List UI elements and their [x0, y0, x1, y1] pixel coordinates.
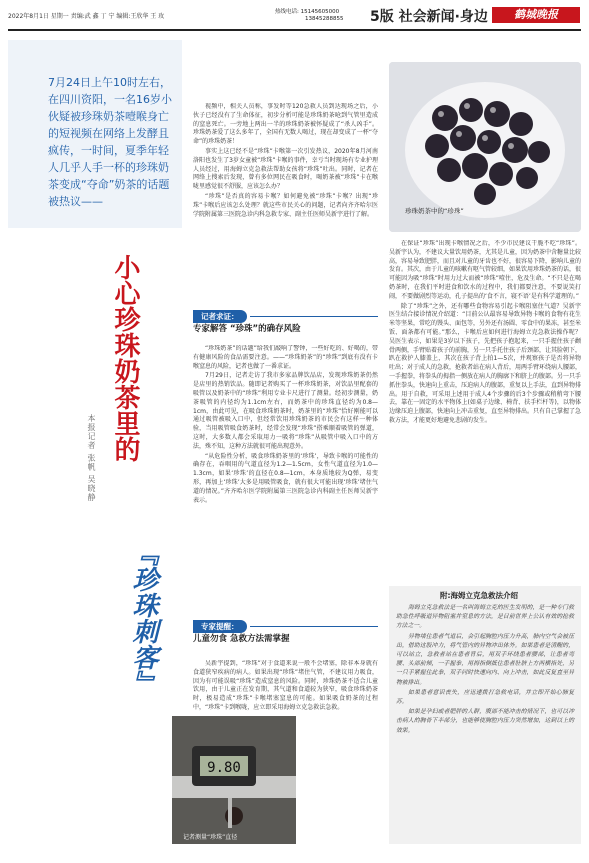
photo-caption-caliper: 记者测量“珍珠”直径 [183, 834, 238, 841]
headline-main: 小心珍珠奶茶里的 [110, 254, 140, 462]
paragraph: 吴新宇提到，“珍珠”对于食道来说一般不会堵塞，除非本身就有食道狭窄疾病的病人。如果出现“珍珠”堵住气管，不建议用力吸食，因为有可能误吸“珍珠”造成窒息的风险。同时，珍珠奶茶不适合儿童饮用，由于儿童正在发育期，其气道和食道较为狭窄，吸食珍珠奶茶时，极易造成“珍珠”卡喉堵塞窒息的可能。如果吸食奶茶的过程中，“珍珠”卡到喉咙，应立即采用海姆立克急救法急救。 [193, 660, 378, 711]
article-intro [193, 103, 378, 303]
paragraph: “珍珠奶茶”的话题”给我们敲响了警钟，一些好吃的、好喝的，带有健康风险的食品需要注意。——“珍珠奶茶”的“珍珠”到底有没有卡喉窒息的风险，记者也做了一番求证。 [193, 345, 378, 370]
paragraph: 视频中，相关人员称，事发时等120急救人员到达现场之后，小伙子已经没有了生命体征，初步分析可能是珍珠奶茶呛到气管里造成的窒息死亡。一旁地上两出一半的珍珠奶茶被怀疑成了“杀人凶手”。珍珠奶茶爱了这么多年了，全国有无数人喝过，现在却变成了一杯“夺命”的珍珠奶茶！ [193, 103, 378, 146]
paragraph: 除了“珍珠”之外，还有哪些食物容易引起卡喉阻塞住气道？吴新宇医生结合接诊情况介绍道：“目前公认最容易导致异物卡喉的食物有花生米等坚果，常吃的馒头、面包等，另外还有汤圆、零食中的果冻，甚至米饭、面条都有可能。”那么，卡喉后应如何进行海姆立克急救法操作呢？吴医生表示，如果是3岁以下孩子，先把孩子抱起来，一只手握住孩子颧骨两侧，手臂贴着孩子的前胸，另一只手托住孩子后颈部，让其脸朝下，趴在救护人膝盖上，其次在孩子背上拍1—5次，并观察孩子是否将异物吐出；对于成人的急救，抢救者站在病人背后，用两手臂环绕病人腰部，一手握拳，将拳头的拇指一侧放在病人的胸廓下和脐上的腹部。另一只手抓住拳头，快速向上重击，压迫病人的腹部，重复以上手法，直到异物排出。用于自救，可采用上述用于成人4个步骤的后3个步骤或稍稍弯下腰去，靠在一固定的水平物体上(如桌子边缘、椅背、扶手栏杆等)，以物体边缘压迫上腹部，快速向上冲击重复，直至异物排出。只有自己掌握了急救方法，才能更好地避免悲剧的发生。 [389, 302, 581, 424]
article-continued [389, 240, 581, 580]
intro-text: 7月24日上午10时左右，在四川资阳，一名16岁小伙疑被珍珠奶茶噎喉身亡的短视频在网络上发酵且疯传，一时间，夏季年轻人几乎人手一杯的珍珠奶茶变成“夺命”奶茶的话题被热议—— [48, 76, 172, 208]
issue-meta: 2022年8月1日 星期一 责编:武 鑫 丁 宁 编辑:王欣华 王 玫 [8, 13, 165, 20]
section-badge-advice: 专家提醒： [193, 620, 247, 633]
caliper-photo [172, 716, 296, 844]
newspaper-logo: 鹤城晚报 [492, 7, 580, 23]
paragraph: 如果是孕妇或者肥胖的人群，腹部不能冲击的情况下，也可以冲击病人的胸骨下半部分，也能够使胸腔内压力突然增加，达到以上的效果。 [396, 709, 574, 734]
hotline-number-1: 15145605000 [300, 9, 340, 15]
page-label: 5版 社会新闻·身边 [370, 9, 488, 25]
byline: 本报记者 张帆 吴晓静 [87, 414, 96, 503]
section-heading-verify: 专家解答 “珍珠”的确存风险 [193, 324, 301, 334]
photo-caption-pearls: 珍珠奶茶中的“珍珠” [405, 207, 464, 215]
article-verify [193, 345, 378, 577]
appendix-title: 附:海姆立克急救法介绍 [440, 591, 518, 600]
paragraph: “从危险性分析，吸食珍珠奶茶里的‘珍珠’，导致卡喉的可能性的确存在，吞咽用的气道直径为1.2—1.5cm，女性气道直径为1.0—1.3cm，如果‘珍珠’的直径在0.8—1cm，本身质地较为Q弹，易变形，再加上‘珍珠’大多是用吸管吸食，就有很大可能出现‘珍珠’堵住气道的情况。”齐齐哈尔医学院附属第三医院急诊内科副主任医师吴新宇表示。 [193, 452, 378, 504]
section-rule [250, 316, 378, 317]
paragraph: 异物堵住患者气道后，会引起胸腔内压力升高，肺内空气会被压出，借助这股冲力，将气管内的异物冲出体外。如果患者是清醒的，可以站立，急救者站在患者背后，用双手环绕患者腰部，让患者弯腰、头部前倾，一手握拳，用拇指侧抵住患者肚脐上方两横指处，另一只手紧握住此拳，双手同时快速向内、向上冲击，如此反复直至异物被排出。 [396, 633, 574, 686]
appendix-text [396, 604, 574, 737]
headline-accent: 『珍珠刺客』 [128, 540, 158, 696]
article-advice [193, 660, 378, 715]
page-header [0, 0, 589, 30]
caliper-reading: 9.80 [207, 760, 241, 776]
hotline-number-2: 13845288855 [305, 16, 344, 22]
paragraph: 7月29日，记者走访了我市多家品牌饮品店，发现珍珠奶茶仍然是店里的热销饮品。随即记者购买了一杯珍珠奶茶，对饮品里配套的吸管以及奶茶中的“珍珠”利用专业卡尺进行了测量。经初步测量，奶茶吸管的内径约为1.1cm左右，而奶茶中的珍珠直径约为0.8—1cm，由此可见，在吸食珍珠奶茶时，奶茶里的“珍珠”恰好刚能可以通过吸管被吸入口中，但经常饮用珍珠奶茶的市民会有这样一种体验，当用吸管吸食奶茶时，经常会发现“珍珠”搭乘顺着吸管的弹道，这时，大多数人都会采取用力一吸将“珍珠”从吸管中吸入口中的方法，殊不知，这种方法就很可能出现意外。 [193, 372, 378, 450]
paragraph: 海姆立克急救法是一名叫海姆立克的医生发明的，是一种专门救助急性呼吸道异物阻塞并窒息的方法，是目前世界上公认有效的抢救方法之一。 [396, 605, 574, 630]
article-advice-continued [302, 715, 380, 842]
header-divider [8, 29, 581, 31]
hotline-label: 热线电话: [275, 9, 299, 15]
hotline [275, 9, 344, 23]
section-badge-verify: 记者求证： [193, 310, 247, 323]
section-heading-advice: 儿童勿食 急救方法需掌握 [193, 634, 290, 644]
paragraph: 在保证“珍珠”出现卡喉情况之后，不少市民建议干脆不吃“珍珠”。吴新宇认为，不建议大量饮用奶茶，尤其是儿童，因为奶茶中含糖量比较高，容易导致肥胖，而且对儿童的牙齿也不好，很容易下降，影响儿童的发育。其次，由于儿童的咳嗽有呕气管较细，如果饮用珍珠奶茶的话，很可能因为吸“珍珠”时用力过大而被“珍珠”噎住，危及生命。“不只是在喝奶茶时，在我们平时进食和饮水的过程中，我们都要注意，不要说笑打闹，不要做剧烈等运动，孔子提出的‘食不言，寝不语’是有科学道理的。” [389, 240, 581, 300]
paragraph: 事实上这已经不是“珍珠”卡喉第一次引发热议，2020年8月河南洛阳也发生了3岁女童被“珍珠”卡喉的事件，幸亏当时现场有专业护理人员经过，用海姆立克急救法帮助女孩将“珍珠”吐出。同时，记者在网络上搜索后发现，曾有多位网民在吸食时，喝奶茶被“珍珠”卡在喉咙里感觉很不舒服，应该怎么办？ [193, 147, 378, 191]
paragraph: 如果患者意识丧失，应迅速拨打急救电话，并立即开始心肺复苏。 [396, 689, 574, 706]
section-rule [250, 626, 378, 627]
paragraph: “珍珠”是否真的容易卡喉？如何避免被“珍珠”卡喉？出现“珍珠”卡喉后应该怎么处理？就这些市民关心的问题，记者向齐齐哈尔医学院附属第三医院急诊内科急救专家、副主任医师吴新宇进行了解。 [193, 192, 378, 218]
